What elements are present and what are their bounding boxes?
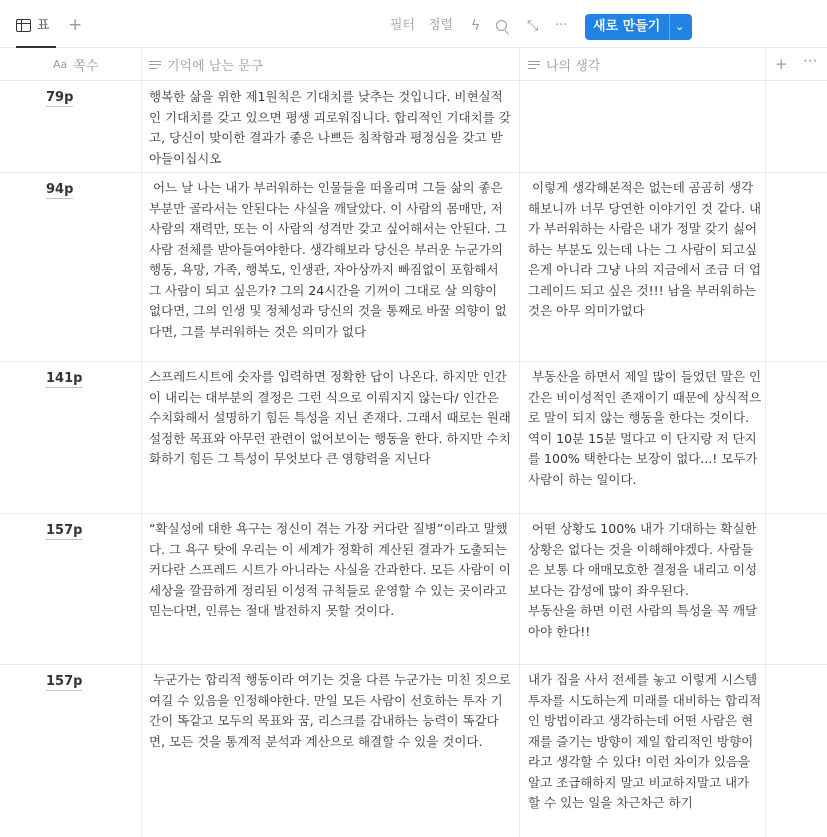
table-row[interactable] xyxy=(0,173,827,362)
quote-cell[interactable]: “확실성에 대한 욕구는 정신이 겪는 가장 커다란 질병”이라고 말했다. 그 욕구 탓에 우리는 이 세계가 정확히 계산된 결과가 도출되는 커다란 스프레드 시트가 아니라는 사실을 간과한다. 모든 사람이 이 세상을 깔끔하게 정리된 이성적 규칙들로 운영할 수 있는 곳이라고 믿는다면, 인류는 절대 발전하지 못할 것이다. xyxy=(149,521,515,618)
page-cell[interactable]: 157p xyxy=(46,674,83,689)
title-property-icon: Aa xyxy=(53,58,68,71)
quote-cell[interactable]: 스프레드시트에 숫자를 입력하면 정확한 답이 나온다. 하지만 인간이 내리는 대부분의 결정은 그런 식으로 이뤄지지 않는다/ 인간은 수치화해서 설명하기 힘든 특성을 지닌 존재다. 그래서 때로는 원래 설정한 목표와 아무런 관련이 없어보이는 행동을 한다. 하지만 수치화하기 힘든 그 특성이 무엇보다 큰 영향력을 지닌다 xyxy=(149,369,515,466)
column-header-thought-label: 나의 생각 xyxy=(546,59,601,74)
table-header xyxy=(0,48,827,81)
filter-button[interactable]: 필터 xyxy=(390,18,416,33)
page-cell[interactable]: 141p xyxy=(46,371,83,386)
thought-cell[interactable]: 내가 집을 사서 전세를 놓고 이렇게 시스템투자를 시도하는게 미래를 대비하는 합리적인 방법이라고 생각하는데 어떤 사람은 현재를 즐기는 방향이 제일 합리적인 방향이라고 생각할 수 있다! 이런 차이가 있음을 알고 조급해하지 말고 비교하지말고 내가 할 수 있는 일을 차근차근 하기 xyxy=(528,672,762,810)
add-property-button[interactable]: + xyxy=(775,55,788,73)
new-button-label: 새로 만들기 xyxy=(593,19,661,34)
table-row[interactable] xyxy=(0,362,827,514)
tab-table-view[interactable] xyxy=(16,17,56,48)
page-cell[interactable]: 94p xyxy=(46,182,74,197)
chevron-down-icon[interactable]: ⌄ xyxy=(675,20,685,33)
table-icon xyxy=(16,19,31,32)
table-row[interactable] xyxy=(0,665,827,837)
table-row[interactable] xyxy=(0,514,827,665)
column-header-page-label: 쪽수 xyxy=(73,59,99,74)
view-tab-label: 표 xyxy=(37,18,50,33)
quote-cell[interactable]: 어느 날 나는 내가 부러워하는 인물들을 떠올리며 그들 삶의 좋은 부분만 골라서는 안된다는 사실을 깨달았다. 이 사람의 몸매만, 저 사람의 재력만, 또는 이 사람의 성격만 갖고 싶어해서는 안된다. 그 사람 전체를 받아들여야한다. 생각해보라 당신은 부러운 누군가의 행동, 욕망, 가족, 행복도, 인생관, 자아상까지 빠짐없이 포함해서 그 사람이 되고 싶은가? 그의 24시간을 기꺼이 그대로 살 의향이 없다면, 그의 인생 및 정체성과 당신의 것을 통째로 바꿀 의향이 없다면, 그를 부러워하는 것은 의미가 없다 xyxy=(149,180,511,339)
column-header-thought[interactable] xyxy=(528,48,600,81)
more-options-button[interactable]: ··· xyxy=(555,18,568,33)
thought-cell[interactable]: 이렇게 생각해본적은 없는데 곰곰히 생각해보니까 너무 당연한 이야기인 것 같다. 내가 부러워하는 사람은 내가 정말 갖기 싫어하는 부분도 있는데 나는 그 사람이 되고싶은게 아니라 그냥 나의 지금에서 조금 더 업그레이드 되고 싶은 것!!! 남을 부러워하는 것은 아무 의미가없다 xyxy=(528,180,762,318)
new-button-divider xyxy=(669,14,670,40)
column-more-button[interactable]: ··· xyxy=(803,52,818,70)
thought-cell[interactable]: 부동산을 하면서 제일 많이 들었던 말은 인간은 비이성적인 존재이기 때문에 상식적으로 말이 되지 않는 행동을 한다는 것이다. 역이 10분 15분 멀다고 이 단지랑 저 단지를 100% 택한다는 보장이 없다...! 모두가 사람이 하는 일이다. xyxy=(528,369,762,487)
column-header-page[interactable] xyxy=(53,48,98,81)
column-header-quote-label: 기억에 남는 문구 xyxy=(167,59,264,74)
quote-cell[interactable]: 누군가는 합리적 행동이라 여기는 것을 다른 누군가는 미친 짓으로 여길 수 있음을 인정해야한다. 만일 모든 사람이 선호하는 투자 기간이 똑같고 모두의 목표와 꿈, 리스크를 감내하는 능력이 똑같다면, 모든 것을 통계적 분석과 계산으로 해결할 수 있을 것이다. xyxy=(149,672,515,749)
quote-cell[interactable]: 행복한 삶을 위한 제1원칙은 기대치를 낮추는 것입니다. 비현실적인 기대치를 갖고 있으면 평생 괴로워집니다. 합리적인 기대치를 갖고, 당신이 맞이한 결과가 좋은 나쁘든 침착함과 평정심을 갖고 받아들이십시오 xyxy=(149,89,511,166)
text-property-icon xyxy=(149,60,161,70)
sort-button[interactable]: 정렬 xyxy=(428,18,454,33)
lightning-icon[interactable]: ϟ xyxy=(471,18,481,34)
text-property-icon xyxy=(528,60,540,70)
page-cell[interactable]: 79p xyxy=(46,90,74,105)
new-button[interactable] xyxy=(585,14,692,40)
column-header-quote[interactable] xyxy=(149,48,263,81)
table-row[interactable] xyxy=(0,81,827,173)
add-view-button[interactable]: + xyxy=(68,15,83,35)
page-cell[interactable]: 157p xyxy=(46,523,83,538)
thought-cell[interactable]: 어떤 상황도 100% 내가 기대하는 확실한 상황은 없다는 것을 이해해야겠다. 사람들은 보통 다 애매모호한 결정을 내리고 이성보다는 감성에 많이 좌우된다. 부동산을 하면 이런 사람의 특성을 꼭 깨달아야 한다!! xyxy=(528,521,758,639)
expand-icon[interactable]: ⤡ xyxy=(527,18,539,34)
database-toolbar xyxy=(0,0,827,48)
search-icon[interactable] xyxy=(496,20,507,31)
